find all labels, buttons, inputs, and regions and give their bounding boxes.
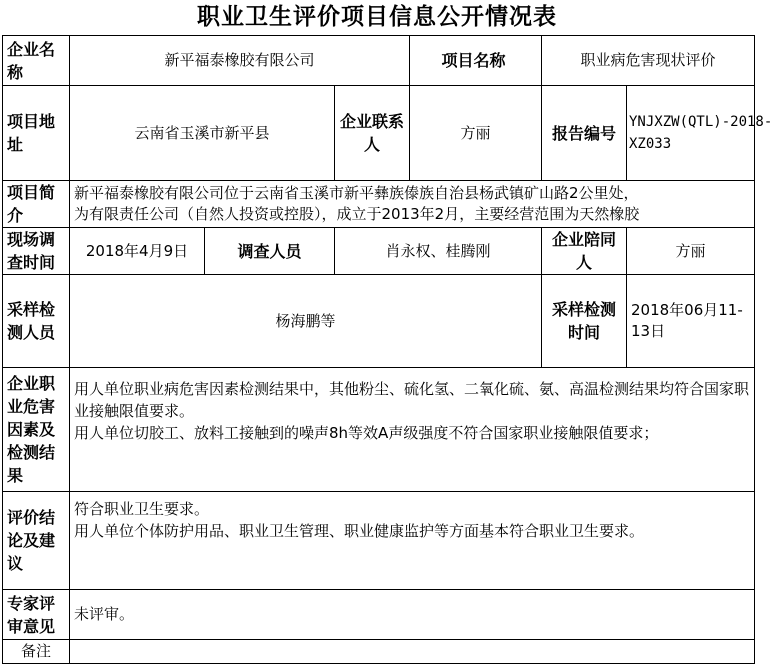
conclusions-para-2: 用人单位个体防护用品、职业卫生管理、职业健康监护等方面基本符合职业卫生要求。 <box>74 522 645 540</box>
value-expert-opinion: 未评审。 <box>70 590 755 640</box>
row-hazard <box>3 368 755 492</box>
value-report-number-cell <box>627 86 772 181</box>
value-company-name: 新平福泰橡胶有限公司 <box>70 36 410 86</box>
label-expert-opinion: 专家评审意见 <box>3 590 70 640</box>
value-project-address: 云南省玉溪市新平县 <box>70 86 335 181</box>
row-address <box>3 86 755 181</box>
conclusions-para-1: 符合职业卫生要求。 <box>74 500 210 518</box>
value-remarks <box>70 640 755 664</box>
row-conclusions <box>3 492 755 590</box>
value-sampling-time: 2018年06月11-13日 <box>627 275 755 368</box>
value-report-number: YNJXZW(QTL)-2018-XZ033 <box>629 114 772 152</box>
label-company-escort: 企业陪同人 <box>542 228 627 275</box>
label-project-address: 项目地址 <box>3 86 70 181</box>
info-table <box>2 35 772 664</box>
hazard-results-para-2: 用人单位切胶工、放料工接触到的噪声8h等效A声级强度不符合国家职业接触限值要求； <box>74 424 659 442</box>
row-intro <box>3 181 755 228</box>
label-hazard-results: 企业职业危害因素及检测结果 <box>3 368 70 492</box>
label-investigators: 调查人员 <box>205 228 335 275</box>
value-company-escort: 方丽 <box>627 228 755 275</box>
label-project-intro: 项目简介 <box>3 181 70 228</box>
value-investigators: 肖永权、桂腾刚 <box>335 228 542 275</box>
value-hazard-results <box>70 368 755 492</box>
label-sampling-staff: 采样检测人员 <box>3 275 70 368</box>
project-intro-line-2: 为有限责任公司（自然人投资或控股），成立于2013年2月，主要经营范围为天然橡胶 <box>74 205 640 223</box>
value-project-intro <box>70 181 755 228</box>
label-conclusions: 评价结论及建议 <box>3 492 70 590</box>
page-title: 职业卫生评价项目信息公开情况表 <box>197 4 557 30</box>
label-project-name: 项目名称 <box>410 36 542 86</box>
row-company <box>3 36 755 86</box>
hazard-results-para-1: 用人单位职业病危害因素检测结果中，其他粉尘、硫化氢、二氧化硫、氨、高温检测结果均符合国家职业接触限值要求。 <box>74 380 750 420</box>
row-sampling <box>3 275 755 368</box>
label-company-name: 企业名称 <box>3 36 70 86</box>
row-remarks <box>3 640 755 664</box>
label-survey-time: 现场调查时间 <box>3 228 70 275</box>
value-survey-time: 2018年4月9日 <box>70 228 205 275</box>
value-conclusions <box>70 492 755 590</box>
label-remarks: 备注 <box>3 640 70 664</box>
row-survey <box>3 228 755 275</box>
value-sampling-staff: 杨海鹏等 <box>70 275 542 368</box>
company-contact-text: 方丽 <box>460 123 491 142</box>
label-sampling-time: 采样检测时间 <box>542 275 627 368</box>
value-project-name: 职业病危害现状评价 <box>542 36 755 86</box>
value-company-contact <box>410 86 542 181</box>
row-expert <box>3 590 755 640</box>
project-intro-line-1: 新平福泰橡胶有限公司位于云南省玉溪市新平彝族傣族自治县杨武镇矿山路2公里处， <box>74 184 639 202</box>
label-company-contact: 企业联系人 <box>335 86 410 181</box>
label-report-number-cell: 报告编号 <box>542 86 627 181</box>
